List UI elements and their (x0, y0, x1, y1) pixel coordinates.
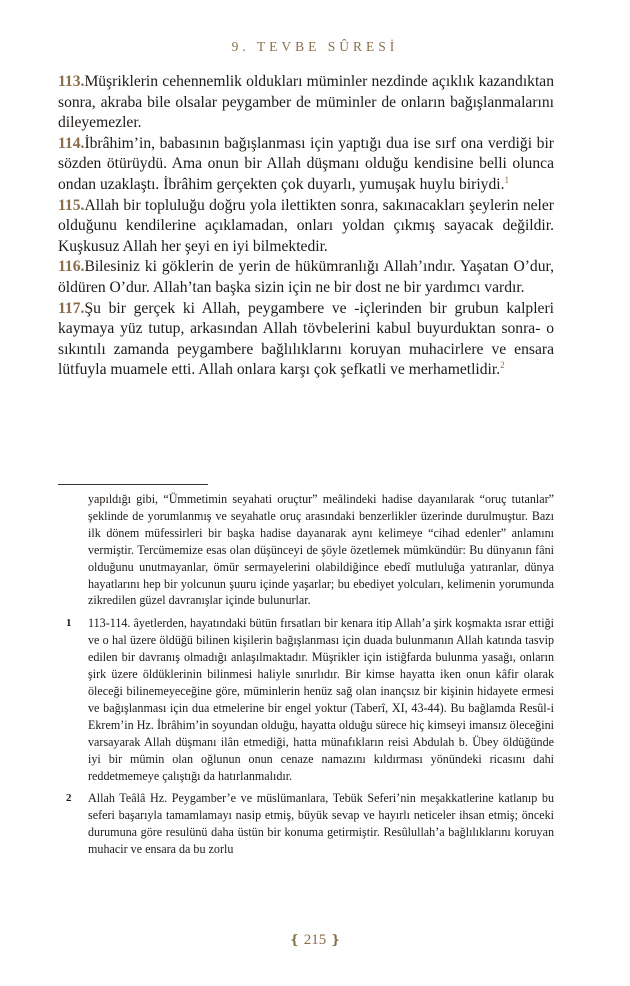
verse-number: 117. (58, 299, 85, 317)
verse-text: İbrâhim’in, babasının bağışlanması için yaptığı dua ise sırf ona verdiği bir sözden ötürüydü. Ama onun bir Allah düşmanı olduğu kendisine belli olunca ondan uzaklaştı. İbrâhim gerçekten çok duyarlı, yumuşak huylu biriydi. (58, 134, 554, 193)
footnote-2 (58, 790, 554, 858)
page-header (0, 39, 630, 55)
left-ornament-icon: ❴ (289, 932, 300, 947)
page-number-area (0, 932, 630, 949)
footnotes (58, 491, 554, 864)
verse-number: 113. (58, 73, 85, 90)
footnote-ref-2[interactable]: 2 (500, 360, 505, 371)
verse-text: Allah bir topluluğu doğru yola ilettikten sonra, sakınacakları şeylerin neler olduğunu kendilerine açıklamadan, onları yoldan çıkmış sayacak değildir. Kuşkusuz Allah her şeyi en iyi bilmektedir. (58, 196, 554, 255)
verse-text: Şu bir gerçek ki Allah, peygambere ve -içlerinden bir grubun kalpleri kaymaya yüz tutup, arkasından Allah tövbelerini kabul buyurduktan sonra- o sıkıntılı zamanda peygambere bağlılıklarını koruyan muhacirlere ve ensara lütfuyla muamele etti. Allah onlara karşı çok şefkatli ve merhametlidir. (58, 299, 554, 379)
verse-116 (58, 257, 554, 298)
verse-number: 115. (58, 196, 85, 214)
surah-title: 9. TEVBE SÛRESİ (231, 39, 399, 54)
footnote-ref-1[interactable]: 1 (504, 174, 509, 185)
verse-117 (58, 299, 554, 381)
page-number: 215 (303, 932, 327, 948)
right-ornament-icon: ❵ (330, 932, 341, 947)
verse-115 (58, 196, 554, 258)
verse-number: 114. (58, 134, 85, 152)
verse-114 (58, 134, 554, 196)
verse-number: 116. (58, 258, 85, 276)
verse-text: Bilesiniz ki göklerin de yerin de hükümranlığı Allah’ındır. Yaşatan O’dur, öldüren O’dur. Allah’tan başka sizin için ne bir dost ne bir yardımcı vardır. (58, 258, 554, 296)
verse-text: Müşriklerin cehennemlik oldukları müminler nezdinde açıklık kazandıktan sonra, akraba bile olsalar peygamber de müminler de onların bağışlanmalarını dileyemezler. (58, 73, 554, 132)
footnote-mark: 1 (66, 617, 72, 630)
verse-113 (58, 72, 554, 134)
verse-list (58, 72, 554, 381)
footnote-continued (58, 491, 554, 609)
footnote-text: 113-114. âyetlerden, hayatındaki bütün fırsatları bir kenara itip Allah’a şirk koşmakta ısrar ettiği ve o hal üzere öldüğü bilinen kişilerin bağışlanması için duada bulunmanın Allah katında tasvip edilen bir davranış olmadığı anlaşılmaktadır. Müşrikler için istiğfarda bulunma yasağı, onların şirk üzere öldüklerinin bilinmesi haliyle sınırlıdır. Bir kimse hayatta iken onun kâfir olarak öleceği bilinemeyeceğine göre, müminlerin henüz sağ olan inançsız bir kişinin hidayete ermesi ve bağışlanması için dua etmelerine bir engel yoktur (Taberî, XI, 43-44). Bu bağlamda Resûl-i Ekrem’in Hz. İbrâhim’in soyundan olduğu, hayatta olduğu sürece hiç kimseyi imansız öleceğini varsayarak Allah düşmanı ilân etmediği, hatta münafıkların reisi Abdulah b. Übey öldüğünde iyi bir mümin olan oğlunun onun cenaze namazını kıldırması yönündeki ricasını dahi reddetmemeye çalıştığı da hatırlanmalıdır. (88, 616, 554, 783)
footnote-text: Allah Teâlâ Hz. Peygamber’e ve müslümanlara, Tebük Seferi’nin meşakkatlerine katlanıp bu seferi başarıyla tamamlamayı nasip etmiş, büyük sevap ve hayırlı neticeler ihsan etmiş; önceki durumuna göre resulünü daha üstün bir konuma getirmiştir. Resûlullah’a bağlılıklarını koruyan muhacir ve ensara da bu zorlu (88, 791, 554, 857)
footnote-1 (58, 615, 554, 784)
footnote-mark: 2 (66, 792, 72, 805)
footnote-divider (58, 484, 208, 485)
footnote-text: yapıldığı gibi, “Ümmetimin seyahati oruçtur” meâlindeki hadise dayanılarak “oruç tutanlar” şeklinde de yorumlanmış ve seyahatle oruç arasındaki benzerlikler üzerinde durulmuştur. Bazı ilk dönem müfessirleri bir başka hadise dayanarak aynı kelimeye “cihad edenler” anlamını vermiştir. Tercümemize esas olan düşünceyi de şöyle özetlemek mümkündür: Bu dünyanın fâni olduğunu unutmayanlar, ömür sermayelerini olabildiğince ebedî mutluluğa yatıranlar, dünya hayatlarını hep bir yolcunun şuuru içinde yaşarlar; bu ebediyet yolcuları, kelimenin yorumunda zikredilen güzel davranışlar içinde bulunurlar. (88, 492, 554, 608)
